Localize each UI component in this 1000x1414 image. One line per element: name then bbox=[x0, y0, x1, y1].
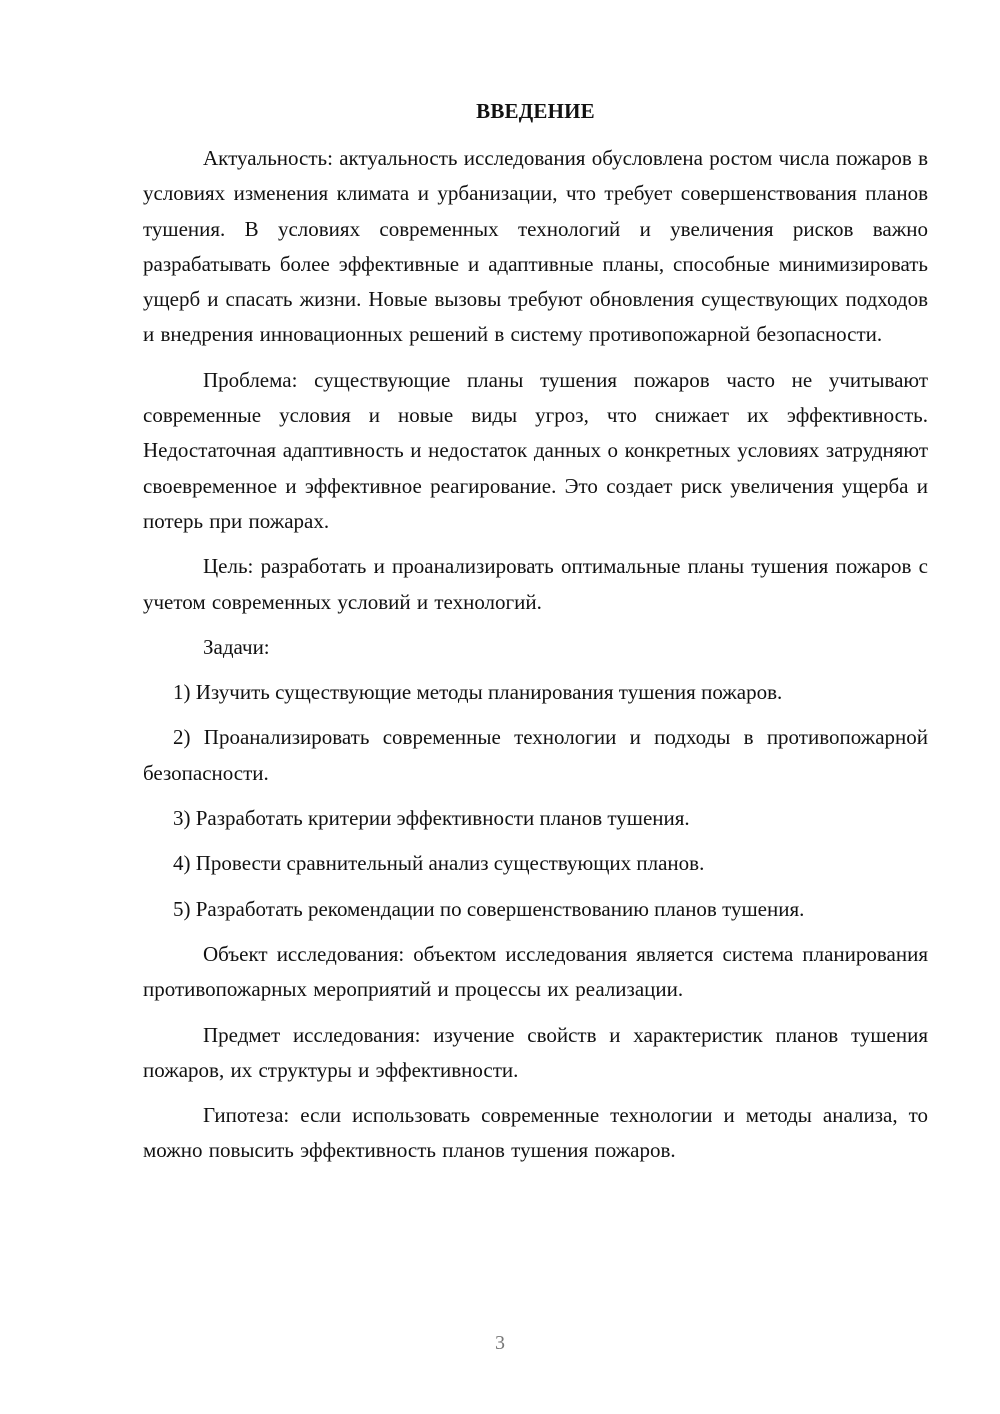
paragraph-tasks-heading: Задачи: bbox=[203, 634, 270, 659]
paragraph-object: Объект исследования: объектом исследования является система планирования противопожарных мероприятий и процессы их реализации. bbox=[143, 941, 928, 1002]
task-item: 2) Проанализировать современные технологии и подходы в противопожарной безопасности. bbox=[143, 725, 928, 785]
task-item: 4) Провести сравнительный анализ существующих планов. bbox=[173, 851, 705, 876]
task-item: 5) Разработать рекомендации по совершенствованию планов тушения. bbox=[173, 896, 805, 921]
paragraph-goal: Цель: разработать и проанализировать оптимальные планы тушения пожаров с учетом современных условий и технологий. bbox=[143, 554, 928, 614]
section-title: ВВЕДЕНИЕ bbox=[476, 99, 595, 123]
task-item: 3) Разработать критерии эффективности планов тушения. bbox=[173, 806, 690, 831]
paragraph-relevance: Актуальность: актуальность исследования обусловлена ростом числа пожаров в условиях изменения климата и урбанизации, что требует совершенствования планов тушения. В условиях современных технологий и увеличения рисков важно разрабатывать более эффективные и адаптивные планы, способные минимизировать ущерб и спасать жизни. Новые вызовы требуют обновления существующих подходов и внедрения инновационных решений в систему противопожарной безопасности. bbox=[143, 146, 928, 347]
task-item: 1) Изучить существующие методы планирования тушения пожаров. bbox=[173, 680, 783, 705]
paragraph-problem: Проблема: существующие планы тушения пожаров часто не учитывают современные условия и новые виды угроз, что снижает их эффективность. Недостаточная адаптивность и недостаток данных о конкретных условиях затрудняют своевременное и эффективное реагирование. Это создает риск увеличения ущерба и потерь при пожарах. bbox=[143, 367, 928, 533]
paragraph-hypothesis: Гипотеза: если использовать современные технологии и методы анализа, то можно повысить эффективность планов тушения пожаров. bbox=[143, 1103, 928, 1163]
document-page bbox=[143, 94, 928, 1179]
paragraph-subject: Предмет исследования: изучение свойств и характеристик планов тушения пожаров, их структуры и эффективности. bbox=[143, 1022, 928, 1082]
page-number: 3 bbox=[495, 1332, 505, 1354]
